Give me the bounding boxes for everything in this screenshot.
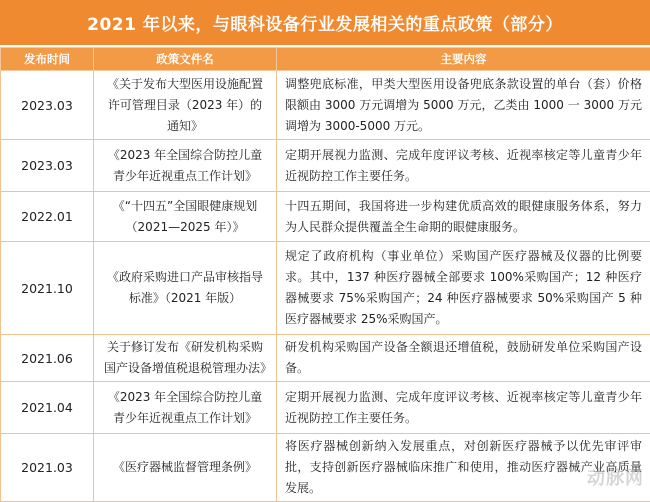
row-date: 2023.03 bbox=[1, 140, 94, 192]
row-date: 2021.03 bbox=[1, 434, 94, 502]
row-date: 2021.04 bbox=[1, 382, 94, 434]
row-doc: 《2023 年全国综合防控儿童青少年近视重点工作计划》 bbox=[94, 382, 277, 434]
watermark-logo: 动脉网 bbox=[587, 464, 644, 490]
row-content: 十四五期间，我国将进一步构建优质高效的眼健康服务体系，努力为人民群众提供覆盖全生命期的眼健康服务。 bbox=[277, 192, 650, 242]
table-row bbox=[1, 71, 650, 140]
row-content: 研发机构采购国产设备全额退还增值税，鼓励研发单位采购国产设备。 bbox=[277, 335, 650, 382]
row-content: 定期开展视力监测、完成年度评议考核、近视率核定等儿童青少年近视防控工作主要任务。 bbox=[277, 140, 650, 192]
row-content: 调整兜底标准，甲类大型医用设备兜底条款设置的单台（套）价格限额由 3000 万元调增为 5000 万元，乙类由 1000 一 3000 万元调增为 3000-5000 万元。 bbox=[277, 71, 650, 140]
table-row bbox=[1, 242, 650, 335]
row-date: 2021.10 bbox=[1, 242, 94, 335]
table-row bbox=[1, 335, 650, 382]
row-content: 将医疗器械创新纳入发展重点，对创新医疗器械予以优先审评审批，支持创新医疗器械临床推广和使用，推动医疗器械产业高质量发展。 bbox=[277, 434, 650, 502]
header-doc: 政策文件名 bbox=[94, 48, 277, 71]
row-content: 定期开展视力监测、完成年度评议考核、近视率核定等儿童青少年近视防控工作主要任务。 bbox=[277, 382, 650, 434]
row-doc: 《2023 年全国综合防控儿童青少年近视重点工作计划》 bbox=[94, 140, 277, 192]
header-date: 发布时间 bbox=[1, 48, 94, 71]
row-doc: 关于修订发布《研发机构采购国产设备增值税退税管理办法》 bbox=[94, 335, 277, 382]
table-title: 2021 年以来，与眼科设备行业发展相关的重点政策（部分） bbox=[0, 0, 650, 46]
header-content: 主要内容 bbox=[277, 48, 650, 71]
row-doc: 《医疗器械监督管理条例》 bbox=[94, 434, 277, 502]
row-date: 2021.06 bbox=[1, 335, 94, 382]
policy-table bbox=[0, 47, 650, 502]
table-row bbox=[1, 140, 650, 192]
row-date: 2022.01 bbox=[1, 192, 94, 242]
row-content: 规定了政府机构（事业单位）采购国产医疗器械及仪器的比例要求。其中，137 种医疗器械全部要求 100%采购国产；12 种医疗器械要求 75%采购国产；24 种医疗器械要求 50%采购国产 5 种医疗器械要求 25%采购国产。 bbox=[277, 242, 650, 335]
table-row bbox=[1, 434, 650, 502]
row-date: 2023.03 bbox=[1, 71, 94, 140]
row-doc: 《“十四五”全国眼健康规划（2021—2025 年）》 bbox=[94, 192, 277, 242]
row-doc: 《政府采购进口产品审核指导标准》（2021 年版） bbox=[94, 242, 277, 335]
row-doc: 《关于发布大型医用设施配置许可管理目录（2023 年）的通知》 bbox=[94, 71, 277, 140]
header-row bbox=[1, 48, 650, 71]
table-row bbox=[1, 192, 650, 242]
table-row bbox=[1, 382, 650, 434]
